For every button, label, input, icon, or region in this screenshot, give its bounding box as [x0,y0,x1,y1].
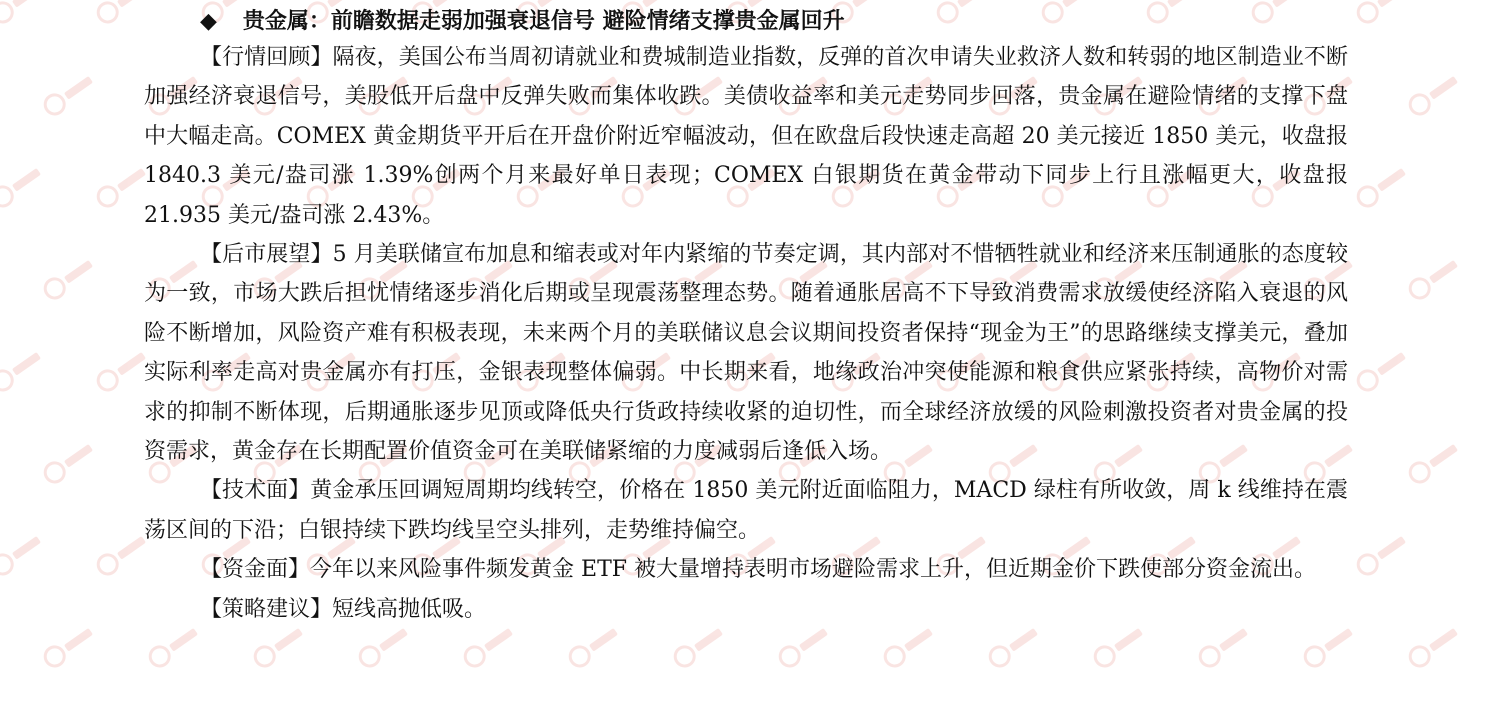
section-title: 贵金属：前瞻数据走弱加强衰退信号 避险情绪支撑贵金属回升 [242,8,845,34]
paragraph-tag: 【技术面】 [200,478,311,504]
watermark-logo [1404,67,1469,124]
paragraph-text: 5 月美联储宣布加息和缩表或对年内紧缩的节奏定调，其内部对不惜牺牲就业和经济来压制通胀的态度较为一致，市场大跌后担忧情绪逐步消化后期或呈现震荡整理态势。随着通胀居高不下导致消费需求放缓使经济陷入衰退的风险不断增加，风险资产难有积极表现，未来两个月的美联储议息会议期间投资者保持“现金为王”的思路继续支撑美元，叠加实际利率走高对贵金属亦有打压，金银表现整体偏弱。中长期来看，地缘政治冲突使能源和粮食供应紧张持续，高物价对需求的抑制不断体现，后期通胀逐步见顶或降低央行货政持续收紧的迫切性，而全球经济放缓的风险刺激投资者对贵金属的投资需求，黄金存在长期配置价值资金可在美联储紧缩的力度减弱后逢低入场。 [144,242,1348,465]
watermark-logo [0,527,53,584]
watermark-logo [1404,251,1469,308]
paragraph-text: 黄金承压回调短周期均线转空，价格在 1850 美元附近面临阻力，MACD 绿柱有所收敛，周 k 线维持在震荡区间的下沿；白银持续下跌均线呈空头排列，走势维持偏空。 [144,478,1348,543]
watermark-logo [1352,159,1417,216]
paragraph-outlook [144,235,1348,471]
watermark-logo [39,251,104,308]
watermark-logo [0,343,53,400]
paragraph-tag: 【行情回顾】 [200,45,333,70]
paragraph-tag: 【资金面】 [200,557,311,583]
watermark-logo [39,619,104,676]
paragraph-strategy [144,590,1348,629]
watermark-logo [1404,619,1469,676]
watermark-logo [39,435,104,492]
paragraph-tag: 【策略建议】 [200,596,333,622]
paragraph-text: 隔夜，美国公布当周初请就业和费城制造业指数，反弹的首次申请失业救济人数和转弱的地区制造业不断加强经济衰退信号，美股低开后盘中反弹失败而集体收跌。美债收益率和美元走势同步回落，贵金属在避险情绪的支撑下盘中大幅走高。COMEX 黄金期货平开后在开盘价附近窄幅波动，但在欧盘后段快速走高超 20 美元接近 1850 美元，收盘报 1840.3 美元/盎司涨 1.39%创两个月来最好单日表现；COMEX 白银期货在黄金带动下同步上行且涨幅更大，收盘报 21.935 美元/盎司涨 2.43%。 [144,45,1348,228]
watermark-logo [0,159,53,216]
watermark-logo [0,0,53,33]
watermark-logo [1404,435,1469,492]
paragraph-capital [144,550,1348,589]
watermark-logo [1352,0,1417,33]
paragraph-market-review [144,38,1348,235]
section-heading [200,4,1348,38]
watermark-logo [1352,527,1417,584]
watermark-logo [39,67,104,124]
paragraph-text: 今年以来风险事件频发黄金 ETF 被大量增持表明市场避险需求上升，但近期金价下跌使部分资金流出。 [310,557,1317,583]
diamond-bullet-icon: ◆ [200,8,217,34]
paragraph-text: 短线高抛低吸。 [332,596,487,622]
paragraph-technical [144,471,1348,550]
paragraph-tag: 【后市展望】 [200,242,333,268]
report-section [144,4,1348,629]
watermark-logo [1352,343,1417,400]
